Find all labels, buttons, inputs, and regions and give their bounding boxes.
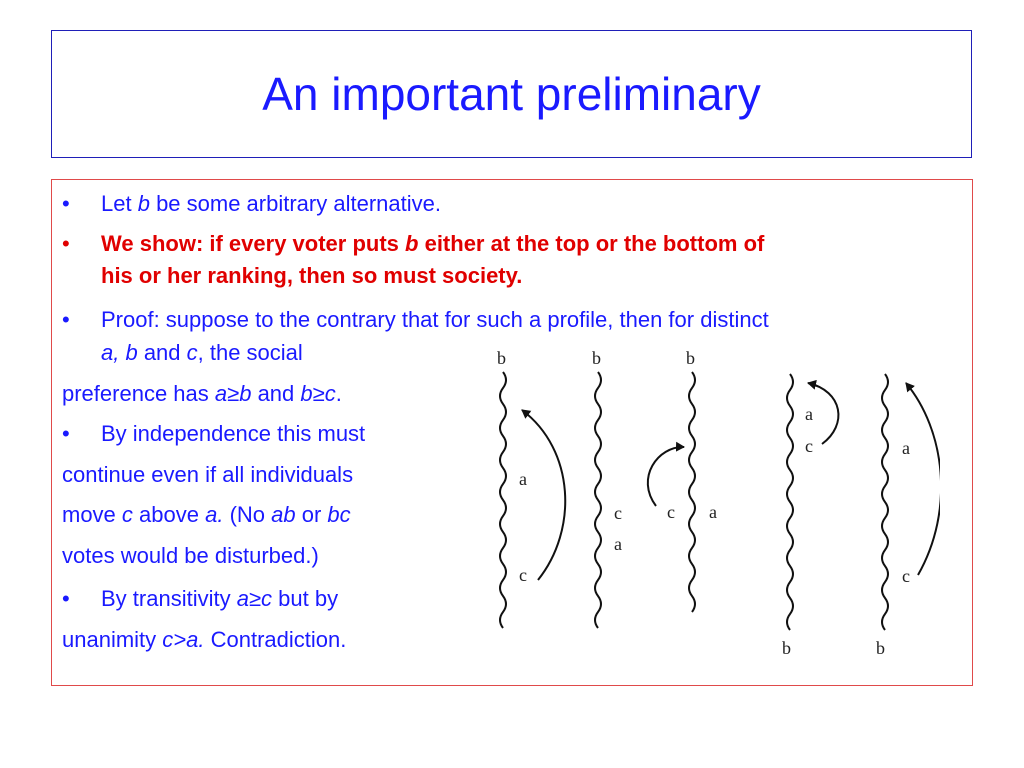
text-run: and (251, 381, 301, 406)
variable-b: b (239, 381, 252, 406)
voter-5-bottom-label: b (876, 638, 885, 658)
variable-c: c (261, 586, 273, 611)
voter-5-label-a: a (902, 438, 910, 458)
slide-title: An important preliminary (262, 68, 761, 120)
voter-rankings-diagram (480, 340, 940, 665)
text-run: or (295, 502, 328, 527)
text-run: Let (101, 191, 138, 216)
voter-4-label-a: a (805, 404, 813, 424)
bullet-4-line-1: By independence this must (101, 421, 366, 446)
voter-5-label-c: c (902, 566, 910, 586)
voter-1-top-label: b (497, 348, 506, 368)
voter-4-ranking-line (787, 374, 793, 630)
voter-3-ranking-line (689, 372, 695, 612)
title-box (51, 30, 972, 158)
variable-b: b (300, 381, 313, 406)
variable-c: c (121, 502, 133, 527)
text-run: be some arbitrary alternative. (149, 191, 441, 216)
text-run: above (132, 502, 206, 527)
voter-3-top-label: b (686, 348, 695, 368)
bullet-1-text (101, 188, 441, 220)
voter-4-label-c: c (805, 436, 813, 456)
text-run: By transitivity (101, 586, 237, 611)
variable-b: b (405, 231, 419, 256)
voter-1-arrow (522, 410, 565, 580)
geq-symbol: ≥ (248, 586, 262, 611)
bullet-3-line-3 (62, 378, 342, 410)
variable-c: c (324, 381, 336, 406)
voter-4-bottom-label: b (782, 638, 791, 658)
voter-2-top-label: b (592, 348, 601, 368)
text-run: either at the top or the bottom of (418, 231, 765, 256)
voter-2-label-c: c (614, 503, 622, 523)
voter-2-ranking-line (595, 372, 601, 628)
bullet-4-line-3 (62, 499, 351, 531)
expression-c-gt-a: c>a. (162, 627, 205, 652)
geq-symbol: ≥ (312, 381, 325, 406)
bullet-3-line-1: Proof: suppose to the contrary that for such a profile, then for distinct (101, 307, 769, 332)
bullet-4-line-2: continue even if all individuals (62, 462, 354, 487)
voter-3-label-c: c (667, 502, 675, 522)
variable-a: a. (205, 502, 224, 527)
text-run: . (335, 381, 342, 406)
variable-a: a (236, 586, 249, 611)
bullet-4-line-4: votes would be disturbed.) (62, 543, 319, 568)
text-run: but by (272, 586, 339, 611)
squiggle-lines (500, 372, 888, 630)
variable-b: b (137, 191, 150, 216)
variable-a: a (214, 381, 228, 406)
bullet-5-line-1 (101, 583, 338, 615)
text-run: We show: if every voter puts (101, 231, 406, 256)
voter-1-ranking-line (500, 372, 506, 628)
bullet-marker: • (62, 307, 70, 332)
bullet-5-line-2 (62, 624, 346, 656)
voter-5-arrow (906, 383, 940, 575)
bullet-2-line-1 (101, 228, 764, 260)
text-run: preference has (62, 381, 215, 406)
text-run: Contradiction. (204, 627, 347, 652)
voter-5-ranking-line (882, 374, 888, 630)
geq-symbol: ≥ (227, 381, 240, 406)
variables-a-b: a, b (101, 340, 138, 365)
variable-c: c (186, 340, 198, 365)
text-run: move (62, 502, 122, 527)
voter-1-label-a: a (519, 469, 527, 489)
bullet-3-line-2 (101, 337, 303, 369)
bullet-marker: • (62, 191, 70, 216)
variable-ab: ab (271, 502, 296, 527)
text-run: and (137, 340, 187, 365)
voter-3-label-a: a (709, 502, 717, 522)
text-run: (No (223, 502, 272, 527)
bullet-marker: • (62, 421, 70, 446)
text-run: unanimity (62, 627, 163, 652)
bullet-marker: • (62, 231, 70, 256)
text-run: , the social (197, 340, 303, 365)
variable-bc: bc (327, 502, 351, 527)
bullet-marker: • (62, 586, 70, 611)
bullet-2-line-2: his or her ranking, then so must society. (101, 263, 523, 288)
voter-3-arrow (648, 447, 684, 506)
voter-2-label-a: a (614, 534, 622, 554)
voter-1-label-c: c (519, 565, 527, 585)
